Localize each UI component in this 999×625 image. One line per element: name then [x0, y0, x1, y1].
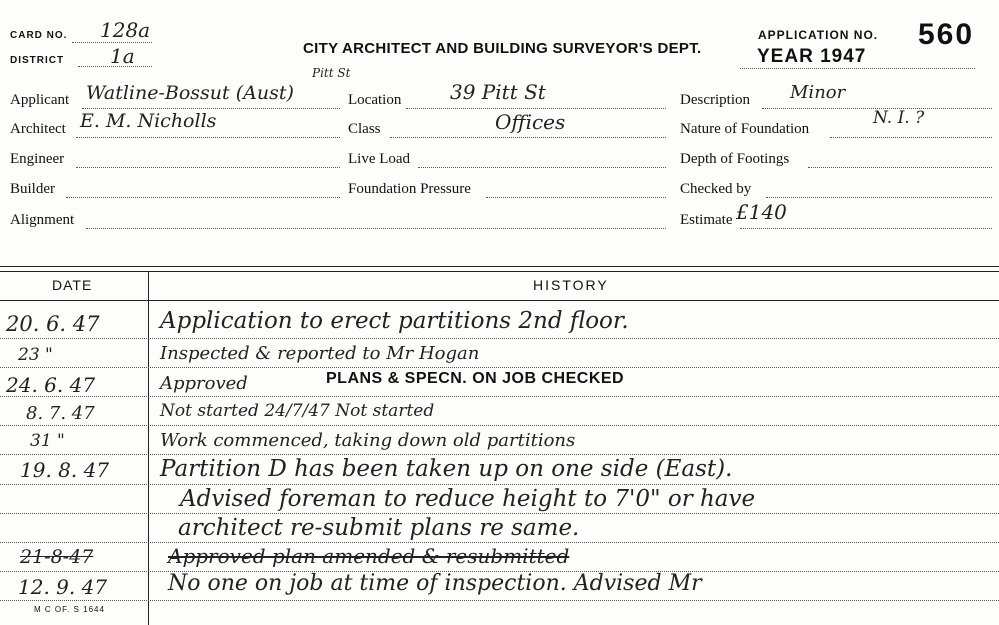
row-6-date: 19. 8. 47: [20, 458, 110, 482]
row-9-history: Approved plan amended & resubmitted: [168, 544, 570, 568]
application-no-label: APPLICATION NO.: [758, 28, 879, 42]
row-2-date: 23 ": [18, 345, 53, 365]
location-note: Pitt St: [312, 66, 351, 80]
form-code: M C OF. S 1644: [34, 605, 105, 614]
applicant-value: Watline-Bossut (Aust): [86, 82, 294, 104]
location-label: Location: [348, 92, 402, 108]
description-value: Minor: [790, 82, 846, 103]
applicant-label: Applicant: [10, 92, 70, 108]
foundation-pressure-label: Foundation Pressure: [348, 181, 471, 197]
district-label: DISTRICT: [10, 55, 65, 66]
live-load-label: Live Load: [348, 151, 411, 167]
row-8-history: architect re-submit plans re same.: [178, 515, 580, 541]
class-label: Class: [348, 121, 381, 137]
row-9-date: 21-8-47: [20, 546, 94, 568]
year-label: YEAR 1947: [757, 46, 867, 67]
row-1-date: 20. 6. 47: [6, 312, 100, 336]
row-6-history: Partition D has been taken up on one side (East).: [160, 456, 733, 482]
row-3-date: 24. 6. 47: [6, 373, 96, 397]
architect-label: Architect: [10, 121, 66, 137]
card-no-label: CARD NO.: [10, 30, 68, 41]
row-5-history: Work commenced, taking down old partitions: [160, 430, 576, 451]
estimate-value: £140: [736, 200, 787, 224]
district-value: 1a: [110, 44, 135, 68]
row-5-date: 31 ": [30, 431, 65, 451]
class-value: Offices: [495, 110, 566, 134]
alignment-label: Alignment: [10, 212, 75, 228]
row-4-date: 8. 7. 47: [26, 403, 95, 424]
row-7-history: Advised foreman to reduce height to 7'0" or have: [180, 486, 756, 512]
row-1-history: Application to erect partitions 2nd floor.: [160, 308, 629, 334]
job-checked-stamp: PLANS & SPECN. ON JOB CHECKED: [326, 370, 625, 387]
card-no-value: 128a: [100, 18, 151, 42]
department-title: CITY ARCHITECT AND BUILDING SURVEYOR'S DEPT.: [303, 40, 702, 57]
row-3-history: Approved: [160, 373, 248, 394]
foundation-label: Nature of Foundation: [680, 121, 810, 137]
checked-by-label: Checked by: [680, 181, 752, 197]
depth-of-footings-label: Depth of Footings: [680, 151, 790, 167]
application-no-value: 560: [918, 18, 975, 51]
estimate-label: Estimate: [680, 212, 733, 228]
description-label: Description: [680, 92, 750, 108]
location-value: 39 Pitt St: [450, 80, 546, 104]
date-column-header: DATE: [52, 277, 93, 293]
row-10-date: 12. 9. 47: [18, 575, 108, 599]
architect-value: E. M. Nicholls: [80, 110, 217, 132]
builder-label: Builder: [10, 181, 55, 197]
row-2-history: Inspected & reported to Mr Hogan: [160, 343, 480, 364]
row-4-history: Not started 24/7/47 Not started: [160, 401, 435, 421]
engineer-label: Engineer: [10, 151, 65, 167]
history-column-header: HISTORY: [533, 277, 609, 293]
foundation-value: N. I. ?: [873, 108, 925, 128]
row-10-history: No one on job at time of inspection. Advised Mr: [168, 571, 702, 596]
